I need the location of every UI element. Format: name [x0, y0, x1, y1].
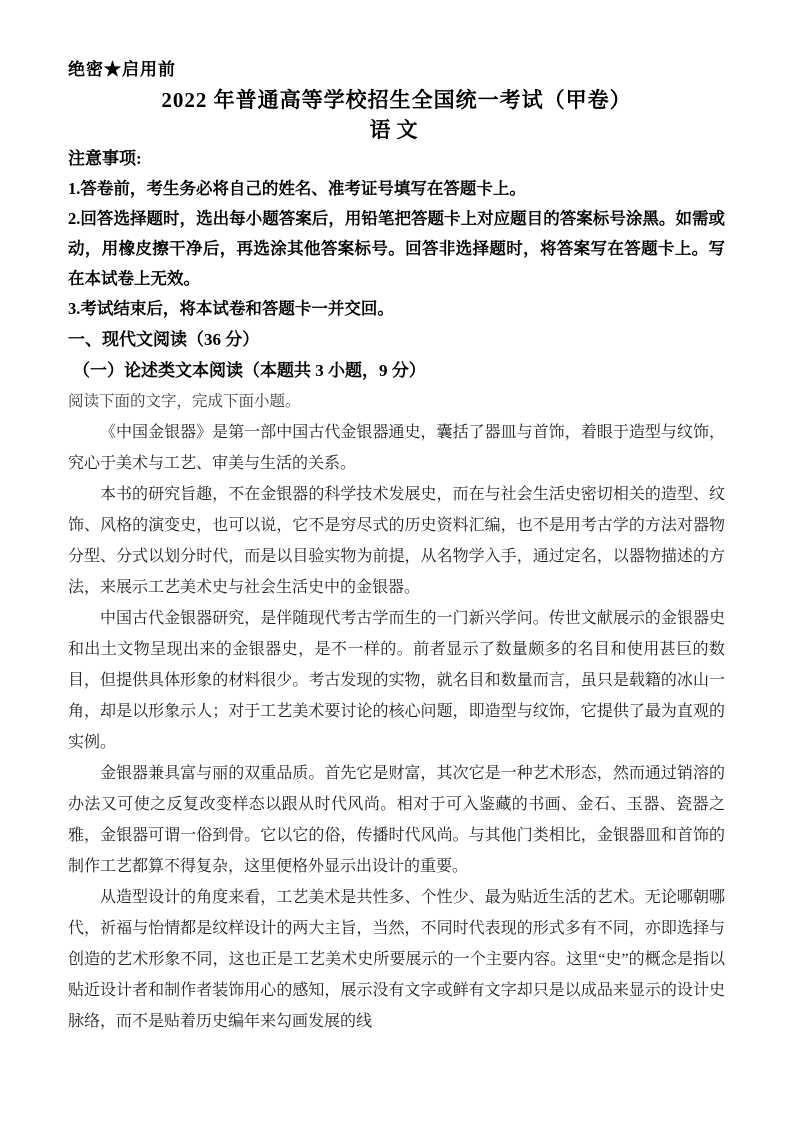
passage-paragraph-5: 从造型设计的角度来看，工艺美术是共性多、个性少、最为贴近生活的艺术。无论哪朝哪代，祈福与怡情都是纹样设计的两大主旨，当然，不同时代表现的形式多有不同，亦即选择与创造的艺术形象不同，这也正是工艺美术史所要展示的一个主要内容。这里“史”的概念是指以贴近设计者和制作者装饰用心的感知，展示没有文字或鲜有文字却只是以成品来显示的设计史脉络，而不是贴着历史编年来勾画发展的线: [68, 889, 725, 1030]
notice-item-3: 3.考试结束后，将本试卷和答题卡一并交回。: [68, 299, 394, 318]
subsection-heading-argumentative-reading: （一）论述类文本阅读（本题共 3 小题，9 分）: [73, 361, 426, 380]
security-classification: 绝密★启用前: [68, 60, 176, 79]
passage-paragraph-1: 《中国金银器》是第一部中国古代金银器通史，囊括了器皿与首饰，着眼于造型与纹饰，究心于美术与工艺、审美与生活的关系。: [68, 424, 725, 472]
notice-item-2: 2.回答选择题时，选出每小题答案后，用铅笔把答题卡上对应题目的答案标号涂黑。如需或动，用橡皮擦干净后，再选涂其他答案标号。回答非选择题时，将答案写在答题卡上。写在本试卷上无效。: [68, 209, 725, 288]
exam-title: 2022 年普通高等学校招生全国统一考试（甲卷）: [161, 88, 632, 112]
notice-item-1: 1.答卷前，考生务必将自己的姓名、准考证号填写在答题卡上。: [68, 179, 526, 198]
passage-paragraph-3: 中国古代金银器研究，是伴随现代考古学而生的一门新兴学问。传世文献展示的金银器史和出土文物呈现出来的金银器史，是不一样的。前者显示了数量颇多的名目和使用甚巨的数目，但提供具体形象的材料很少。考古发现的实物，就名目和数量而言，虽只是载籍的冰山一角，却是以形象示人；对于工艺美术要讨论的核心问题，即造型与纹饰，它提供了最为直观的实例。: [68, 610, 725, 751]
exam-subject: 语文: [369, 118, 424, 142]
notices-heading: 注意事项:: [68, 149, 142, 168]
reading-instruction: 阅读下面的文字，完成下面小题。: [68, 393, 301, 410]
section-heading-modern-text-reading: 一、现代文阅读（36 分）: [68, 330, 260, 349]
passage-paragraph-2: 本书的研究旨趣，不在金银器的科学技术发展史，而在与社会生活史密切相关的造型、纹饰、风格的演变史，也可以说，它不是穷尽式的历史资料汇编，也不是用考古学的方法对器物分型、分式以划分时代，而是以目验实物为前提，从名物学入手，通过定名，以器物描述的方法，来展示工艺美术史与社会生活史中的金银器。: [68, 486, 725, 596]
reading-passage: [68, 417, 725, 1037]
passage-paragraph-4: 金银器兼具富与丽的双重品质。首先它是财富，其次它是一种艺术形态，然而通过销溶的办法又可使之反复改变样态以跟从时代风尚。相对于可入鉴藏的书画、金石、玉器、瓷器之雅，金银器可谓一俗到骨。它以它的俗，传播时代风尚。与其他门类相比，金银器皿和首饰的制作工艺都算不得复杂，这里便格外显示出设计的重要。: [68, 765, 725, 875]
